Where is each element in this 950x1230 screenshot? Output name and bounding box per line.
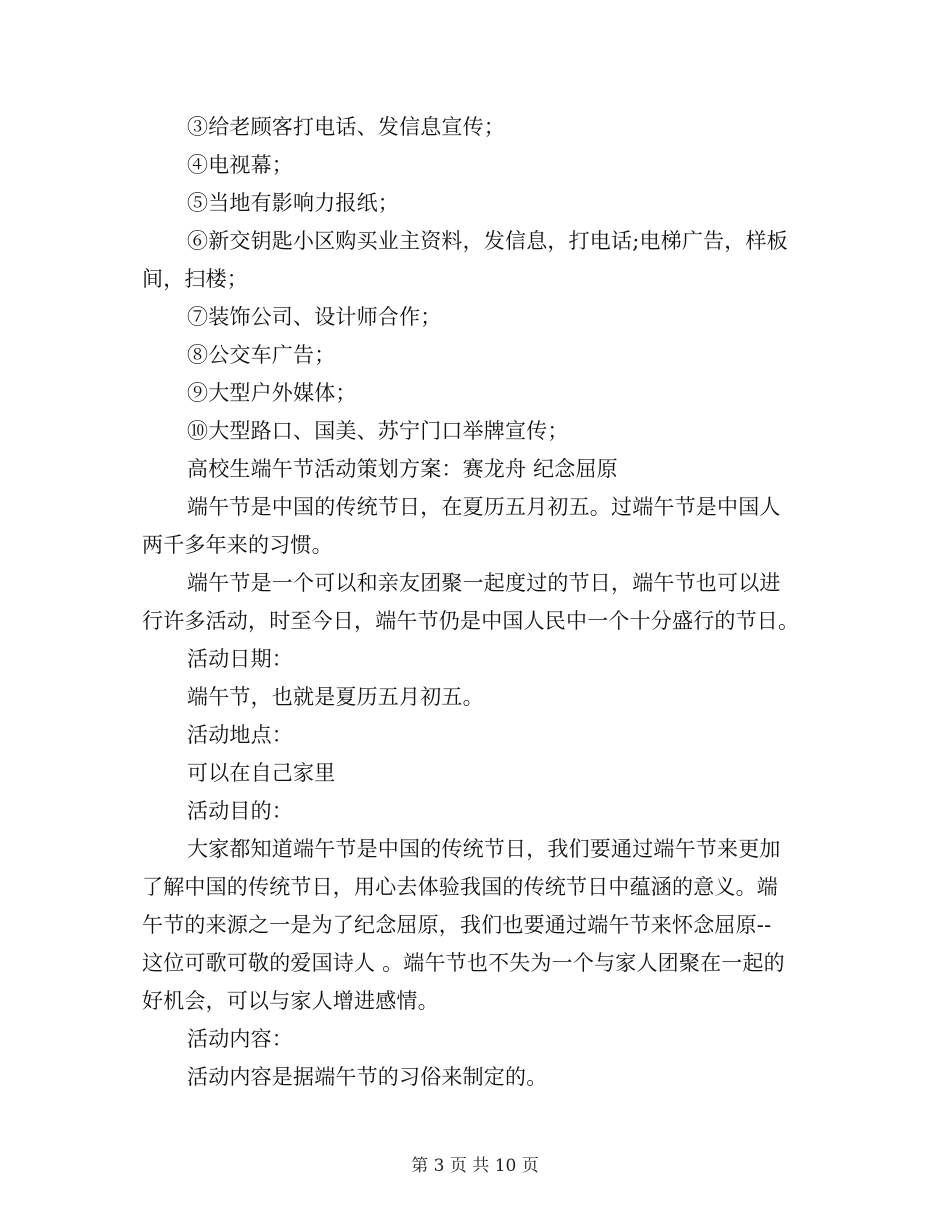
list-item: ⑤当地有影响力报纸； bbox=[187, 191, 399, 215]
list-item: ⑦装饰公司、设计师合作； bbox=[187, 305, 442, 329]
list-item: ⑨大型户外媒体； bbox=[187, 381, 357, 405]
paragraph-line: 这位可歌可敬的爱国诗人 。端午节也不失为一个与家人团聚在一起的 bbox=[142, 951, 785, 975]
section-title: 高校生端午节活动策划方案：赛龙舟 纪念屈原 bbox=[187, 457, 618, 481]
list-item: ⑧公交车广告； bbox=[187, 343, 336, 367]
list-item: ⑥新交钥匙小区购买业主资料，发信息，打电话;电梯广告，样板 bbox=[187, 229, 788, 253]
list-item-continuation: 间，扫楼； bbox=[142, 267, 248, 291]
paragraph-line: 活动内容是据端午节的习俗来制定的。 bbox=[187, 1065, 548, 1089]
paragraph-line: 大家都知道端午节是中国的传统节日，我们要通过端午节来更加 bbox=[187, 837, 781, 861]
paragraph-line: 两千多年来的习惯。 bbox=[142, 533, 333, 557]
field-heading: 活动地点： bbox=[187, 723, 293, 747]
list-item: ⑩大型路口、国美、苏宁门口举牌宣传； bbox=[187, 419, 569, 443]
field-heading: 活动日期： bbox=[187, 647, 293, 671]
paragraph-line: 可以在自己家里 bbox=[187, 761, 336, 785]
list-item: ④电视幕； bbox=[187, 153, 293, 177]
paragraph-line: 午节的来源之一是为了纪念屈原，我们也要通过端午节来怀念屈原-- bbox=[142, 913, 772, 937]
paragraph-line: 端午节是一个可以和亲友团聚一起度过的节日，端午节也可以进 bbox=[187, 571, 781, 595]
paragraph-line: 端午节，也就是夏历五月初五。 bbox=[187, 685, 484, 709]
document-body bbox=[142, 108, 814, 1096]
paragraph-line: 行许多活动，时至今日，端午节仍是中国人民中一个十分盛行的节日。 bbox=[142, 609, 800, 633]
paragraph-line: 端午节是中国的传统节日，在夏历五月初五。过端午节是中国人 bbox=[187, 495, 781, 519]
page-number-footer: 第 3 页 共 10 页 bbox=[411, 1156, 539, 1176]
paragraph-line: 好机会，可以与家人增进感情。 bbox=[142, 989, 439, 1013]
paragraph-line: 了解中国的传统节日，用心去体验我国的传统节日中蕴涵的意义。端 bbox=[142, 875, 778, 899]
list-item: ③给老顾客打电话、发信息宣传； bbox=[187, 115, 505, 139]
field-heading: 活动内容： bbox=[187, 1027, 293, 1051]
field-heading: 活动目的： bbox=[187, 799, 293, 823]
